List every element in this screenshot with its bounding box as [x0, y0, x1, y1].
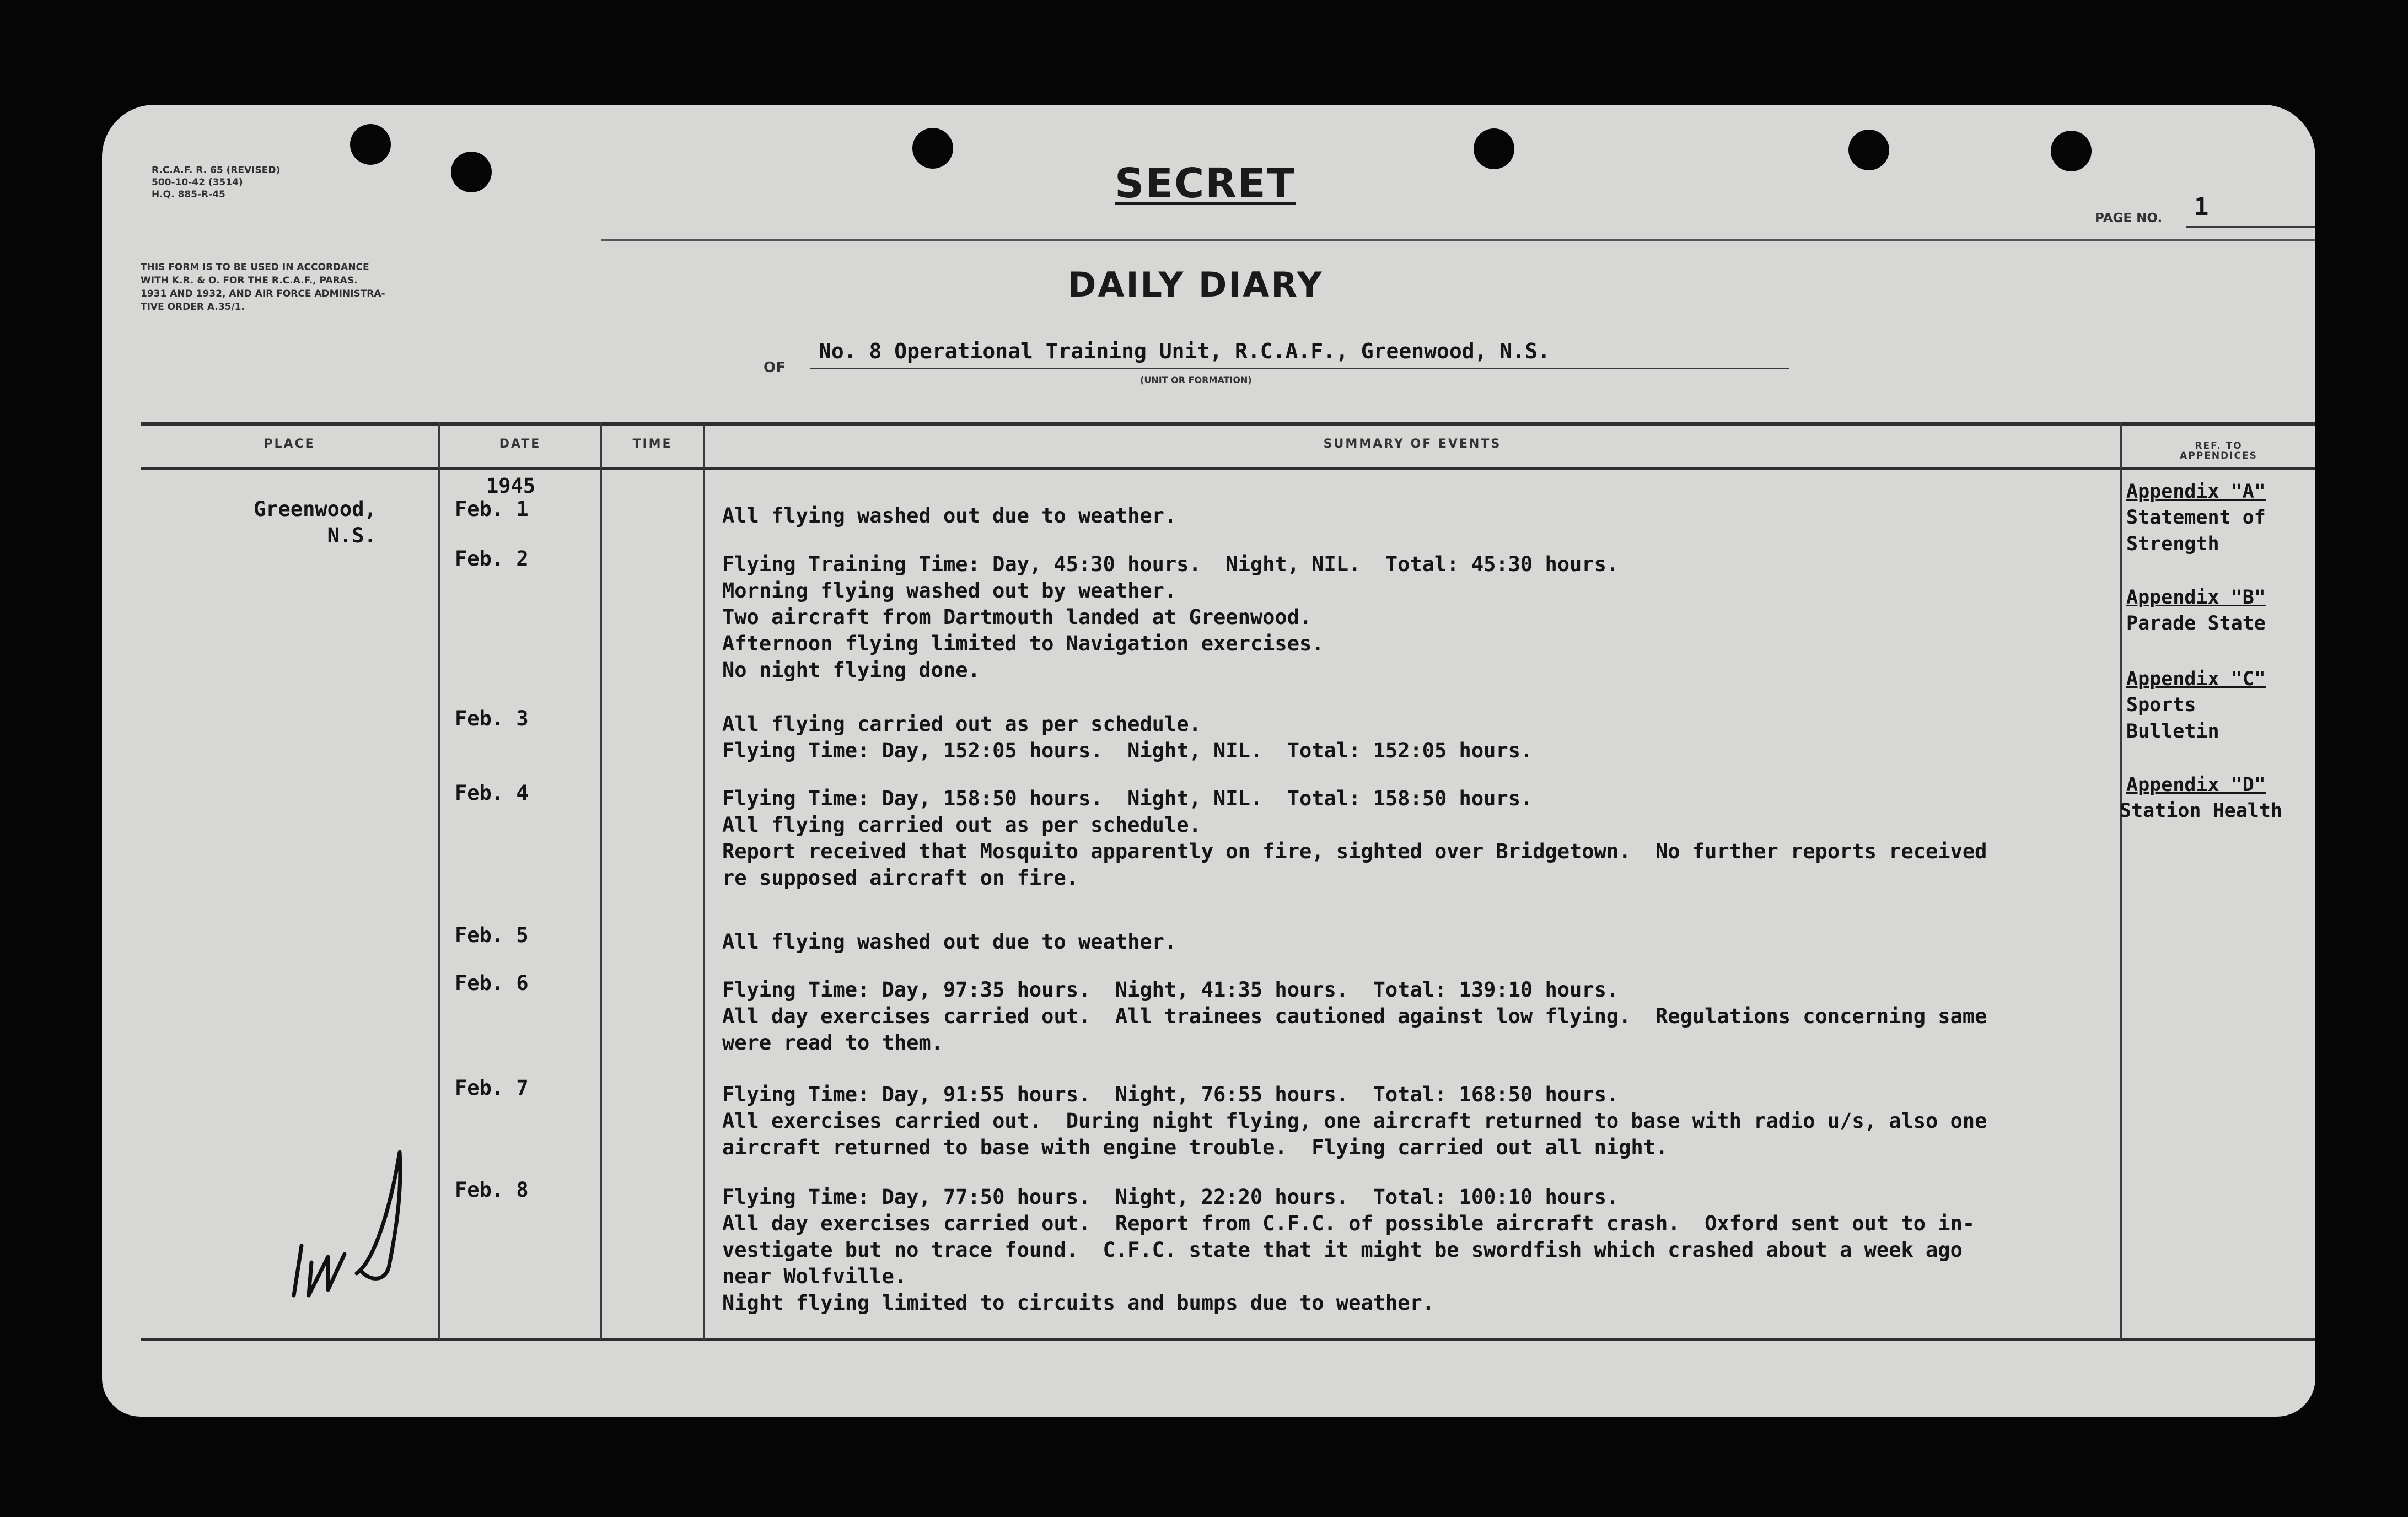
- page-number-label: PAGE NO.: [2095, 211, 2163, 225]
- column-divider: [2120, 422, 2122, 1340]
- column-divider: [703, 422, 705, 1340]
- punch-hole: [350, 124, 391, 165]
- table-bottom-border: [141, 1338, 2315, 1341]
- appendix-title: Appendix "B": [2126, 587, 2266, 609]
- column-header-place: PLACE: [264, 437, 315, 451]
- entry-summary: All flying carried out as per schedule. Flying Time: Day, 152:05 hours. Night, NIL. Total: 152:05 hours.: [722, 712, 1533, 762]
- classification-title: SECRET: [1115, 160, 1296, 207]
- column-divider: [600, 422, 602, 1340]
- table-header-border: [141, 467, 2315, 470]
- form-number: R.C.A.F. R. 65 (REVISED) 500-10-42 (3514) H.Q. 885-R-45: [152, 165, 281, 200]
- entry-date: Feb. 5: [455, 923, 529, 947]
- year-cell: 1945: [486, 474, 536, 498]
- entry-date: Feb. 1: [455, 497, 529, 521]
- entry-date: Feb. 7: [455, 1076, 529, 1100]
- page-number: 1: [2194, 193, 2209, 221]
- entry-summary: All flying washed out due to weather.: [722, 930, 1177, 954]
- punch-hole: [912, 128, 953, 169]
- column-header-date: DATE: [499, 437, 541, 451]
- handwritten-initials: [289, 1130, 416, 1312]
- entry-summary: Flying Time: Day, 158:50 hours. Night, NIL. Total: 158:50 hours. All flying carried out as per schedule. Report received that Mosquito apparently on fire, sighted over Bridgetown. No further reports received re supposed aircraft on fire.: [722, 787, 1987, 890]
- column-header-summary: SUMMARY OF EVENTS: [1323, 437, 1502, 451]
- column-header-appendices: REF. TO APPENDICES: [2180, 440, 2258, 461]
- header-divider: [601, 239, 2315, 241]
- appendix-desc: Sports Bulletin: [2126, 694, 2219, 743]
- diary-form-card: [102, 105, 2315, 1417]
- of-label: OF: [764, 359, 786, 376]
- entry-date: Feb. 3: [455, 707, 529, 730]
- entry-summary: Flying Time: Day, 91:55 hours. Night, 76:55 hours. Total: 168:50 hours. All exercises carried out. During night flying, one aircraft returned to base with radio u/s, also one aircraft returned to base with engine trouble. Flying carried out all night.: [722, 1083, 1987, 1159]
- appendix-desc: Parade State: [2126, 612, 2266, 634]
- form-instructions: THIS FORM IS TO BE USED IN ACCORDANCE WITH K.R. & O. FOR THE R.C.A.F., PARAS. 1931 AND 1932, AND AIR FORCE ADMINISTRA- TIVE ORDER A.35/1.: [141, 262, 385, 313]
- appendix-desc: Station Health: [2120, 800, 2283, 822]
- entry-summary: Flying Training Time: Day, 45:30 hours. Night, NIL. Total: 45:30 hours. Morning flying washed out by weather. Two aircraft from Dartmouth landed at Greenwood. Afternoon flying limited to Navigation exercises. No night flying done.: [722, 552, 1619, 682]
- entry-summary: Flying Time: Day, 77:50 hours. Night, 22:20 hours. Total: 100:10 hours. All day exercises carried out. Report from C.F.C. of possible aircraft crash. Oxford sent out to in- vestigate but no trace found. C.F.C. state that it might be swordfish which crashed about a week ago near Wolfville. Night flying limited to circuits and bumps due to weather.: [722, 1185, 1975, 1315]
- punch-hole: [451, 152, 492, 192]
- appendix-title: Appendix "D": [2126, 774, 2266, 796]
- column-divider: [438, 422, 440, 1340]
- punch-hole: [2051, 131, 2092, 171]
- place-cell: Greenwood, N.S.: [254, 497, 377, 547]
- appendix-title: Appendix "C": [2126, 668, 2266, 690]
- entry-summary: Flying Time: Day, 97:35 hours. Night, 41:35 hours. Total: 139:10 hours. All day exercises carried out. All trainees cautioned against low flying. Regulations concerning same were read to them.: [722, 978, 1987, 1055]
- punch-hole: [1474, 128, 1514, 169]
- entry-date: Feb. 4: [455, 781, 529, 805]
- unit-name: No. 8 Operational Training Unit, R.C.A.F., Greenwood, N.S.: [819, 339, 1550, 363]
- entry-date: Feb. 8: [455, 1178, 529, 1202]
- punch-hole: [1848, 130, 1889, 170]
- appendix-title: Appendix "A": [2126, 481, 2266, 503]
- table-top-border: [141, 422, 2315, 426]
- unit-underline: [810, 368, 1789, 369]
- appendix-desc: Statement of Strength: [2126, 507, 2266, 555]
- unit-caption: (UNIT OR FORMATION): [1140, 375, 1252, 385]
- entry-date: Feb. 6: [455, 971, 529, 995]
- column-header-time: TIME: [632, 437, 673, 451]
- entry-date: Feb. 2: [455, 547, 529, 571]
- page-number-line: [2186, 226, 2315, 228]
- page-title: DAILY DIARY: [1068, 265, 1324, 305]
- entry-summary: All flying washed out due to weather.: [722, 504, 1177, 528]
